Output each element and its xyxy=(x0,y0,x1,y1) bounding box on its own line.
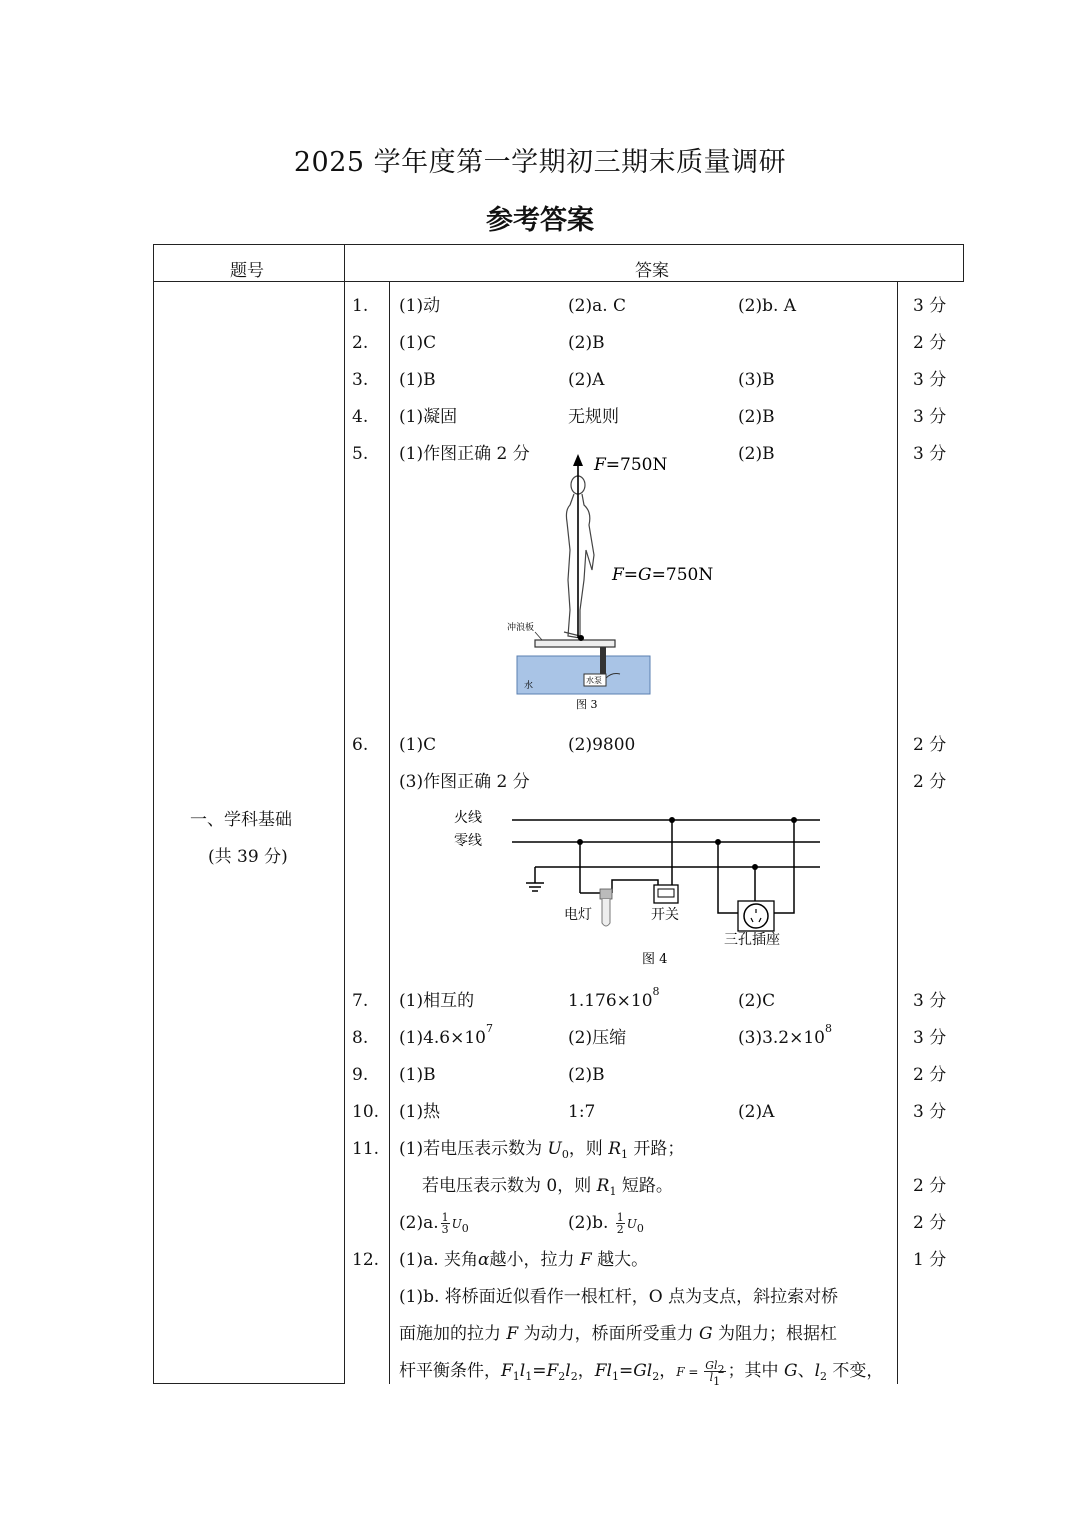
q6-answer-b: (2)9800 xyxy=(568,735,636,755)
q9-answer-a: (1)B xyxy=(399,1065,436,1085)
switch-inner xyxy=(658,889,674,897)
neutral-label: 零线 xyxy=(454,833,482,849)
junction-switch xyxy=(669,817,675,823)
q5-score: 3 分 xyxy=(913,444,947,464)
q11-line-2: 若电压表示数为 0，则 $R_1$ 短路。 xyxy=(422,1176,673,1198)
water-label: 水 xyxy=(524,681,534,691)
lamp-label: 电灯 xyxy=(564,907,592,923)
fraction-gl2-over-l1: $\frac{Gl_2}{l_1}$ xyxy=(705,1359,725,1388)
q11-line-3a: (2)a. $\frac{1}{3}$ $U_0$ xyxy=(399,1211,469,1236)
q7-number: 7. xyxy=(352,991,369,1011)
force-label-top: F=750N xyxy=(594,455,668,475)
figure-4-circuit xyxy=(440,805,840,970)
figure-3-surfer xyxy=(500,450,720,720)
q12-line-1: (1)a. 夹角α越小，拉力 F 越大。 xyxy=(399,1250,649,1270)
socket-neutral-lead xyxy=(718,842,738,913)
q12-line-4: 杆平衡条件，$F_1l_1=F_2l_2$，$Fl_1=Gl_2$，F = $\frac{Gl_2}{l_1}$ ；其中 G、$l_2$ 不变， xyxy=(399,1359,884,1388)
q4-answer-a: (1)凝固 xyxy=(399,407,458,427)
q12-line-2: (1)b. 将桥面近似看作一根杠杆，O 点为支点，斜拉索对桥 xyxy=(399,1287,839,1307)
table-header-divider xyxy=(153,281,964,282)
table-border-right xyxy=(963,244,964,282)
page-subtitle: 参考答案 xyxy=(486,205,594,236)
q1-answer-a: (1)动 xyxy=(399,296,441,316)
q12-score: 1 分 xyxy=(913,1250,947,1270)
q8-answer-a: $(1)4.6\times 10^7$ xyxy=(399,1022,493,1048)
q10-answer-a: (1)热 xyxy=(399,1102,441,1122)
q3-number: 3. xyxy=(352,370,369,390)
board-label: 冲浪板 xyxy=(507,623,535,633)
q7-score: 3 分 xyxy=(913,991,947,1011)
q3-score: 3 分 xyxy=(913,370,947,390)
q6-answer-a: (1)C xyxy=(399,735,437,755)
surfboard xyxy=(535,640,615,647)
q6-score: 2 分 xyxy=(913,735,947,755)
table-col1-divider xyxy=(344,244,345,1384)
q1-answer-b: (2)a. C xyxy=(568,296,627,316)
q5-number: 5. xyxy=(352,444,369,464)
switch-label: 开关 xyxy=(651,907,679,923)
lamp-switch-lead xyxy=(612,880,658,893)
q7-answer-c: (2)C xyxy=(738,991,776,1011)
answer-col-left-divider xyxy=(389,282,390,1384)
q8-answer-c: $(3)3.2\times 10^8$ xyxy=(738,1022,832,1048)
socket-face xyxy=(744,904,768,928)
q3-answer-c: (3)B xyxy=(738,370,775,390)
q10-number: 10. xyxy=(352,1102,380,1122)
q11-line-1: (1)若电压表示数为 $U_0$，则 $R_1$ 开路； xyxy=(399,1139,685,1161)
q1-score: 3 分 xyxy=(913,296,947,316)
lamp-icon xyxy=(600,889,612,926)
q4-score: 3 分 xyxy=(913,407,947,427)
force-arrowhead xyxy=(573,454,583,466)
header-question-number: 题号 xyxy=(230,261,264,281)
q10-answer-c: (2)A xyxy=(738,1102,775,1122)
q11-line-3b: (2)b. $\frac{1}{2}$ $U_0$ xyxy=(568,1211,644,1236)
board-pointer xyxy=(535,632,542,640)
table-border-top xyxy=(153,244,964,245)
q5-answer-a: (1)作图正确 2 分 xyxy=(399,444,530,464)
junction-socket-neutral xyxy=(715,839,721,845)
socket-pin-2 xyxy=(751,918,753,922)
q11-number: 11. xyxy=(352,1139,380,1159)
q2-answer-a: (1)C xyxy=(399,333,437,353)
socket-pin-3 xyxy=(759,918,761,922)
q7-answer-a: (1)相互的 xyxy=(399,991,475,1011)
q6-number: 6. xyxy=(352,735,369,755)
q12-line-3: 面施加的拉力 F 为动力，桥面所受重力 G 为阻力；根据杠 xyxy=(399,1324,838,1344)
junction-socket-earth xyxy=(752,864,758,870)
pump-label: 水泵 xyxy=(586,676,602,685)
q11-score-2: 2 分 xyxy=(913,1176,947,1196)
q2-score: 2 分 xyxy=(913,333,947,353)
q9-answer-b: (2)B xyxy=(568,1065,605,1085)
q4-answer-b: 无规则 xyxy=(568,407,619,427)
q11-score-3: 2 分 xyxy=(913,1213,947,1233)
answer-col-right-divider xyxy=(897,282,898,1384)
q8-score: 3 分 xyxy=(913,1028,947,1048)
figure-4-caption: 图 4 xyxy=(642,952,668,967)
q9-number: 9. xyxy=(352,1065,369,1085)
section-name: 一、学科基础 xyxy=(190,810,292,830)
force-point xyxy=(578,635,584,641)
q1-number: 1. xyxy=(352,296,369,316)
junction-socket-live xyxy=(791,817,797,823)
page-title: 2025 学年度第一学期初三期末质量调研 xyxy=(293,147,787,178)
q8-number: 8. xyxy=(352,1028,369,1048)
q12-number: 12. xyxy=(352,1250,380,1270)
force-label-mid: F=G=750N xyxy=(612,565,714,585)
junction-lamp xyxy=(577,839,583,845)
q2-number: 2. xyxy=(352,333,369,353)
socket-label: 三孔插座 xyxy=(724,932,780,948)
figure-3-caption: 图 3 xyxy=(576,698,598,711)
q9-score: 2 分 xyxy=(913,1065,947,1085)
live-label: 火线 xyxy=(454,810,482,826)
q7-answer-b: $1.176\times 10^8$ xyxy=(568,985,660,1011)
fraction-one-third: $\frac{1}{3}$ xyxy=(441,1211,449,1236)
q3-answer-a: (1)B xyxy=(399,370,436,390)
q3-answer-b: (2)A xyxy=(568,370,605,390)
q6-answer-3: (3)作图正确 2 分 xyxy=(399,772,530,792)
q10-score: 3 分 xyxy=(913,1102,947,1122)
q4-number: 4. xyxy=(352,407,369,427)
q8-answer-b: (2)压缩 xyxy=(568,1028,627,1048)
q4-answer-c: (2)B xyxy=(738,407,775,427)
table-col1-bottom xyxy=(153,1383,345,1384)
table-border-left xyxy=(153,244,154,1384)
section-points: (共 39 分) xyxy=(208,847,288,867)
q1-answer-c: (2)b. A xyxy=(738,296,797,316)
q2-answer-b: (2)B xyxy=(568,333,605,353)
fraction-one-half: $\frac{1}{2}$ xyxy=(616,1211,624,1236)
q5-answer-c: (2)B xyxy=(738,444,775,464)
header-answer: 答案 xyxy=(635,261,669,281)
q6-score-2: 2 分 xyxy=(913,772,947,792)
q10-answer-b: 1:7 xyxy=(568,1102,596,1122)
person-figure xyxy=(564,476,594,638)
pump-stem xyxy=(600,646,606,678)
